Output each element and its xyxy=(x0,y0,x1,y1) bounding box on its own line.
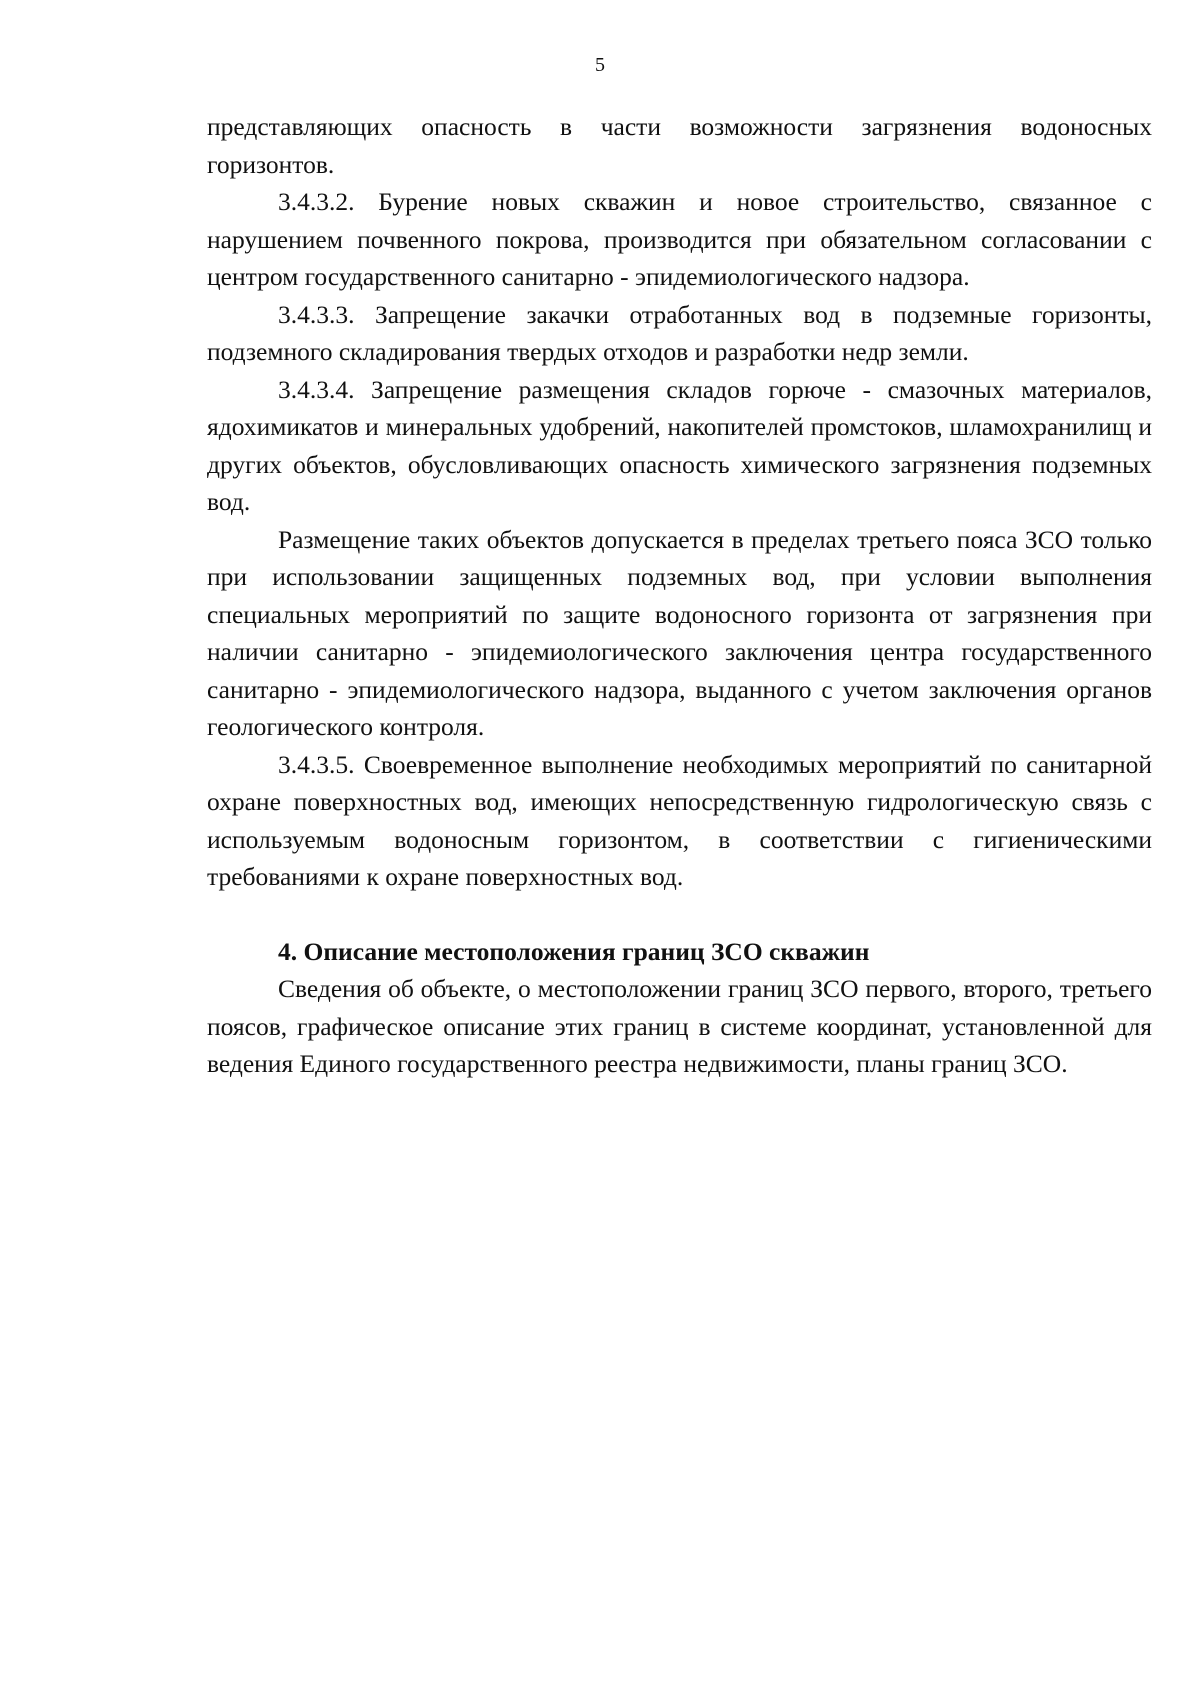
paragraph-continuation: представляющих опасность в части возможности загрязнения водоносных горизонтов. xyxy=(207,112,1152,179)
section-body: Сведения об объекте, о местоположении границ ЗСО первого, второго, третьего поясов, графическое описание этих границ в системе координат, установленной для ведения Единого государственного реестра недвижимости, планы границ ЗСО. xyxy=(207,974,1152,1078)
document-body xyxy=(207,108,1152,1083)
section-heading: 4. Описание местоположения границ ЗСО скважин xyxy=(278,936,870,966)
paragraph-3-4-3-2: 3.4.3.2. Бурение новых скважин и новое строительство, связанное с нарушением почвенного покрова, производится при обязательном согласовании с центром государственного санитарно - эпидемиологического надзора. xyxy=(207,187,1152,291)
page-number: 5 xyxy=(595,54,605,76)
paragraph-placement-conditions: Размещение таких объектов допускается в пределах третьего пояса ЗСО только при использовании защищенных подземных вод, при условии выполнения специальных мероприятий по защите водоносного горизонта от загрязнения при наличии санитарно - эпидемиологического заключения центра государственного санитарно - эпидемиологического надзора, выданного с учетом заключения органов геологического контроля. xyxy=(207,524,1152,741)
paragraph-3-4-3-5: 3.4.3.5. Своевременное выполнение необходимых мероприятий по санитарной охране поверхностных вод, имеющих непосредственную гидрологическую связь с используемым водоносным горизонтом, в соответствии с гигиеническими требованиями к охране поверхностных вод. xyxy=(207,749,1152,891)
paragraph-3-4-3-4: 3.4.3.4. Запрещение размещения складов горюче - смазочных материалов, ядохимикатов и минеральных удобрений, накопителей промстоков, шламохранилищ и других объектов, обусловливающих опасность химического загрязнения подземных вод. xyxy=(207,374,1152,516)
paragraph-3-4-3-3: 3.4.3.3. Запрещение закачки отработанных вод в подземные горизонты, подземного складирования твердых отходов и разработки недр земли. xyxy=(207,299,1152,366)
